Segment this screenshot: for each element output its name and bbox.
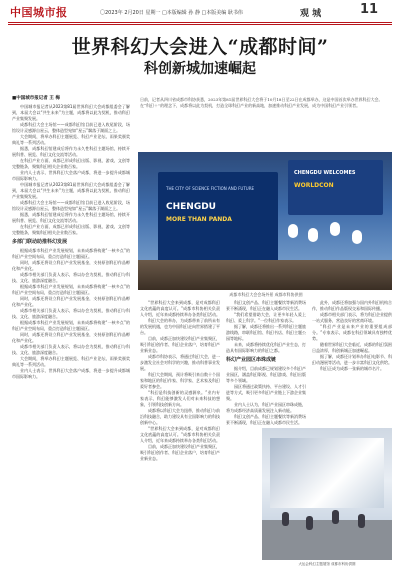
header-rule-thin bbox=[8, 24, 392, 25]
paragraph: 成都市科协表示，将通过科幻大会，进一步激发全社会对科学的兴趣，推动科普事业发展。 bbox=[140, 354, 220, 371]
exhibition-photo bbox=[262, 428, 392, 560]
paragraph: 在科幻产业方面，成都已形成科幻出版、影视、游戏、文创等完整链条，聚集科幻相关企业数百家。 bbox=[12, 158, 130, 169]
visitor-figure bbox=[306, 516, 313, 530]
article-subheadline: 科创新城加速崛起 bbox=[144, 61, 256, 77]
visitor-figure bbox=[282, 512, 289, 526]
paragraph: “科幻产业是未来产业的重要组成部分。”专家表示，成都在科幻领域具有独特优势。 bbox=[312, 324, 392, 341]
paragraph: “科幻是科技创新的灵感源泉。”业内专家表示，科幻能够激发人们对未来科技的想象，引领科技创新方向。 bbox=[140, 390, 220, 407]
article-column-1 bbox=[12, 104, 130, 564]
screen-text-small: THE CITY OF SCIENCE FICTION AND FUTURE bbox=[166, 186, 255, 191]
section-title: 观 城 bbox=[300, 9, 322, 19]
visitor-figure bbox=[358, 514, 365, 528]
paragraph: 同时，成都还将设立科幻产业发展基金，支持原创科幻作品孵化和产业化。 bbox=[12, 260, 130, 271]
paragraph: 成都科幻大会主场馆——成都科幻馆目前已进入收尾阶段，场馆设计灵感源自星云，整体造型宛如“星云”飘落于湖面之上。 bbox=[12, 200, 130, 211]
article-headline: 世界科幻大会进入“成都时间” bbox=[71, 36, 329, 58]
paragraph: 成都市相关部门表示，将为科幻企业提供一站式服务，营造良好的营商环境。 bbox=[312, 312, 392, 323]
paragraph: “世界科幻大会来到成都，是对成都科幻文化底蕴的高度认可。”成都市科协相关负责人介绍，近年来成都持续举办各类科幻活动。 bbox=[140, 426, 220, 443]
paragraph: 中国城市报记者从2023第81届世界科幻大会成都组委会了解到，本届大会以“共生未来”为主题，成都将以此为契机，推动科幻产业集聚发展。 bbox=[12, 104, 130, 121]
paragraph: 据悉，成都科幻馆建成后将作为永久性科幻主题场馆，持续开展科普、展览、科幻文化交流等活动。 bbox=[12, 212, 130, 223]
paragraph: 随着世界科幻大会临近，成都的科幻氛围日益浓厚，科创新城正加速崛起。 bbox=[312, 342, 392, 353]
led-screen-secondary bbox=[288, 160, 383, 215]
paragraph: 同时，成都还将设立科幻产业发展基金，支持原创科幻作品孵化和产业化。 bbox=[12, 296, 130, 307]
screen-text-tag: MORE THAN PANDA bbox=[166, 216, 232, 223]
paragraph: 成都科幻大会主场馆——成都科幻馆目前已进入收尾阶段，场馆设计灵感源自星云，整体造型宛如“星云”飘落于湖面之上。 bbox=[12, 122, 130, 133]
photo-caption: 成都市科幻大会会场外景 成都市科协供图 bbox=[229, 292, 303, 297]
paragraph: 根据成都市科幻产业发展规划，未来成都将构建“一核多点”的科幻产业空间布局，重点打造科幻主题园区。 bbox=[12, 284, 130, 295]
panda-figure bbox=[288, 224, 298, 238]
screen2-text-line2: WORLDCON bbox=[294, 182, 334, 189]
exhibition-wall bbox=[270, 438, 384, 508]
paragraph: 据悉，成都科幻馆建成后将作为永久性科幻主题场馆，持续开展科普、展览、科幻文化交流等活动。 bbox=[12, 146, 130, 157]
paragraph: 业内人士表示，世界科幻大会落户成都，将进一步提升成都城市国际影响力。 bbox=[12, 368, 130, 379]
panda-figure bbox=[352, 230, 362, 244]
page-number: 11 bbox=[360, 2, 379, 17]
paragraph: 未来，成都将持续优化科幻产业生态，打造具有国际影响力的科幻之都。 bbox=[226, 342, 306, 353]
screen-text-big: CHENGDU bbox=[166, 202, 216, 212]
paragraph: 目前，成都正加快建设科幻产业集聚区，吸引科幻创作者、科幻企业落户，培育科幻产业新业态。 bbox=[140, 336, 220, 353]
paragraph: 科幻文创产品、科幻主题餐饮等新消费场景不断涌现，科幻正在融入成都市民生活。 bbox=[226, 414, 306, 425]
panda-figure bbox=[308, 228, 318, 242]
paragraph: 业内人士认为，科幻产业园区串珠成链，将为成都经济高质量发展注入新动能。 bbox=[226, 402, 306, 413]
photo-caption: 大运会科幻主题展馆 成都市科协供图 bbox=[298, 562, 356, 566]
article-lead: 日前，记者从四川省成都市科协获悉，2023年第81届世界科幻大会将于10月18日至22日在成都举办，这是中国首次举办世界科幻大会。在“科幻＋”的理念下，成都将以此为契机，打造全球科幻产业的新高地，加速推动科幻产业发展，成为中国科幻产业引领者。 bbox=[140, 97, 383, 108]
paragraph: 据了解，成都还计划举办科幻电影节、科幻动漫展等活动，进一步丰富科幻文化供给。 bbox=[312, 354, 392, 365]
article-byline: ■中国城市报记者 王 梅 bbox=[12, 96, 60, 101]
paragraph: 在科幻产业方面，成都已形成科幻出版、影视、游戏、文创等完整链条，聚集科幻相关企业数百家。 bbox=[12, 224, 130, 235]
visitor-figure bbox=[332, 510, 339, 524]
paragraph: 根据成都市科幻产业发展规划，未来成都将构建“一核多点”的科幻产业空间布局，重点打造科幻主题园区。 bbox=[12, 320, 130, 331]
led-screen bbox=[158, 172, 278, 262]
paragraph: “世界科幻大会来到成都，是对成都科幻文化底蕴的高度认可。”成都市科协相关负责人介绍，近年来成都持续举办各类科幻活动。 bbox=[140, 300, 220, 317]
paragraph: 据了解，成都还将推出一系列科幻主题旅游线路，串联科幻馆、科幻书店、科幻主题公园等地标。 bbox=[226, 324, 306, 341]
crowd bbox=[138, 260, 392, 290]
paragraph: 此外，成都还将加强与国内外科幻机构合作，推动科幻作品版权交易和国际传播。 bbox=[312, 300, 392, 311]
event-photo bbox=[138, 152, 392, 290]
article-column-2 bbox=[140, 300, 220, 564]
paragraph: 目前，成都正加快建设科幻产业集聚区，吸引科幻创作者、科幻企业落户，培育科幻产业新业态。 bbox=[140, 444, 220, 461]
paragraph: 成都将以科幻大会为纽带，推动科幻与前沿科技融合，助力建设具有全国影响力的科技创新中心。 bbox=[140, 408, 220, 425]
paragraph: 科幻文创产品、科幻主题餐饮等新消费场景不断涌现，科幻正在融入成都市民生活。 bbox=[226, 300, 306, 311]
paragraph: 据介绍，目前成都已规划建设多个科幻产业园区，涵盖科幻影视、科幻游戏、科幻出版等多个领域。 bbox=[226, 366, 306, 383]
screen2-text-line1: CHENGDU WELCOMES bbox=[294, 170, 356, 176]
paragraph: 根据成都市科幻产业发展规划，未来成都将构建“一核多点”的科幻产业空间布局，重点打造科幻主题园区。 bbox=[12, 248, 130, 259]
header-rule bbox=[8, 22, 392, 23]
article-column-4 bbox=[312, 300, 392, 424]
paragraph: 业内人士表示，世界科幻大会落户成都，将进一步提升成都城市国际影响力。 bbox=[12, 170, 130, 181]
paragraph: 成都市相关部门负责人表示，将以办会为契机，推动科幻与科技、文化、旅游深度融合。 bbox=[12, 272, 130, 283]
paragraph: 中国城市报记者从2023第81届世界科幻大会成都组委会了解到，本届大会以“共生未来”为主题，成都将以此为契机，推动科幻产业集聚发展。 bbox=[12, 182, 130, 199]
paragraph: 科幻大会的举办，为成都带来了前所未有的发展机遇，也为中国科幻走向世界搭建了平台。 bbox=[140, 318, 220, 335]
newspaper-masthead: 中国城市报 bbox=[10, 6, 68, 19]
paragraph: 大会期间，将举办科幻主题展览、科幻产业论坛、雨果奖颁奖典礼等一系列活动。 bbox=[12, 356, 130, 367]
section-subtitle: 科幻产业园区串珠成链 bbox=[226, 357, 277, 363]
paragraph: 科幻大会期间，预计将吸引来自数十个国家和地区的科幻作家、科学家、艺术家及科幻爱好者参会。 bbox=[140, 372, 220, 389]
exhibition-floor bbox=[262, 520, 392, 560]
paragraph: 园区将通过政策扶持、平台建设、人才引进等方式，吸引更多科幻产业链上下游企业集聚。 bbox=[226, 384, 306, 401]
paragraph: 成都市相关部门负责人表示，将以办会为契机，推动科幻与科技、文化、旅游深度融合。 bbox=[12, 344, 130, 355]
dateline: 〇2023年 2月20日 星期一 □本版编辑 孙 静 □本版美编 耿书伟 bbox=[100, 10, 243, 16]
paragraph: “我们希望借助大会，让更多年轻人爱上科幻、爱上科学。”一位科幻作家表示。 bbox=[226, 312, 306, 323]
panda-figure bbox=[330, 222, 340, 236]
section-subtitle: 多部门联动助推科幻发展 bbox=[12, 239, 68, 245]
paragraph: 同时，成都还将设立科幻产业发展基金，支持原创科幻作品孵化和产业化。 bbox=[12, 332, 130, 343]
paragraph: 成都市相关部门负责人表示，将以办会为契机，推动科幻与科技、文化、旅游深度融合。 bbox=[12, 308, 130, 319]
paragraph: 大会期间，将举办科幻主题展览、科幻产业论坛、雨果奖颁奖典礼等一系列活动。 bbox=[12, 134, 130, 145]
paragraph: 科幻正成为成都一张新的城市名片。 bbox=[320, 366, 384, 371]
